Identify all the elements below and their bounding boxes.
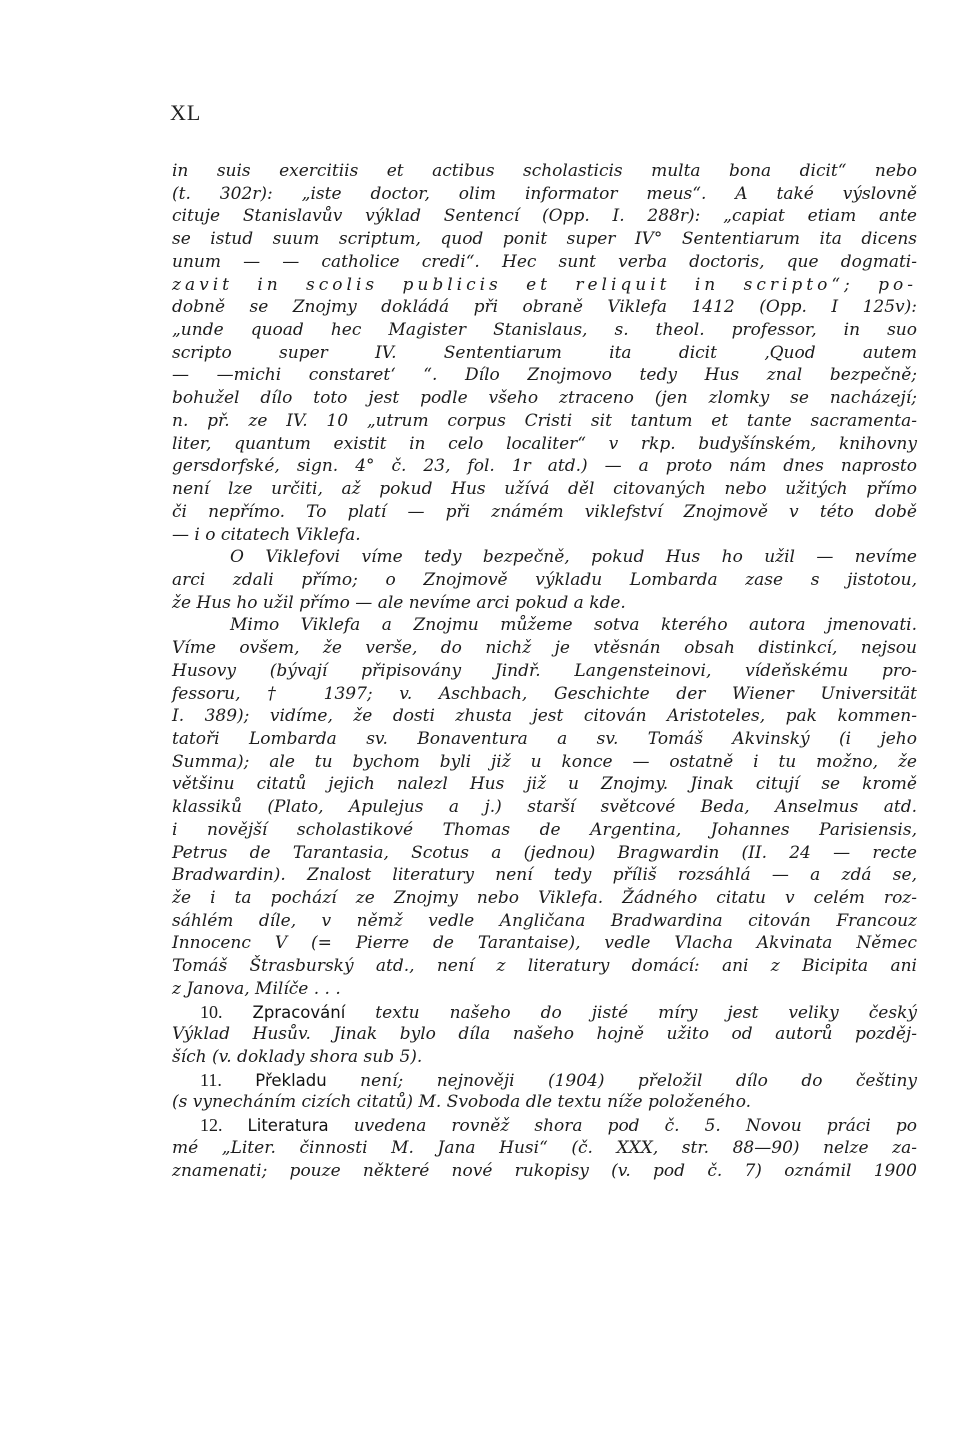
text-line: z Janova, Milíče . . .	[172, 978, 341, 999]
text-line: arci zdali přímo; o Znojmově výkladu Lombarda zase s jistotou,	[172, 569, 917, 590]
text-line: Innocenc V (= Pierre de Tarantaise), vedle Vlacha Akvinata Němec	[172, 933, 917, 954]
text-line: Bradwardin). Znalost literatury není tedy příliš rozsáhlá — a zdá se,	[172, 865, 917, 886]
section-number: 11.	[200, 1069, 222, 1090]
page-number: XL	[170, 100, 202, 125]
section-11-prekladu	[172, 1069, 917, 1114]
text-line: cituje Stanislavův výklad Sentencí (Opp. I. 288r): „capiat etiam ante	[172, 206, 917, 227]
text-line: liter, quantum existit in celo localiter“ v rkp. budyšínském, knihovny	[172, 433, 917, 454]
text-line: (t. 302r): „iste doctor, olim informator meus“. A také výslovně	[172, 183, 917, 204]
body-text	[172, 160, 917, 1182]
text-line: gersdorfské, sign. 4° č. 23, fol. 1r atd.) — a proto nám dnes naprosto	[172, 456, 917, 477]
section-text: textu našeho do jisté míry jest veliky český	[375, 1002, 917, 1023]
section-heading: Zpracování	[252, 1002, 346, 1022]
text-line: tatoři Lombarda sv. Bonaventura a sv. Tomáš Akvinský (i jeho	[172, 728, 917, 749]
section-first-line	[172, 1114, 917, 1137]
paragraph-other-authors	[172, 614, 917, 1000]
text-line: — —michi constaret‘ “. Dílo Znojmovo tedy Hus znal bezpečně;	[172, 365, 917, 386]
section-first-line	[172, 1069, 917, 1092]
text-line: ších (v. doklady shora sub 5).	[172, 1047, 423, 1068]
text-line: n. př. ze IV. 10 „utrum corpus Cristi sit tantum et tante sacramenta-	[172, 410, 917, 431]
text-line: Tomáš Štrasburský atd., není z literatury domácí: ani z Bicipita ani	[172, 956, 917, 977]
text-line: klassiků (Plato, Apulejus a j.) starší světcové Beda, Anselmus atd.	[172, 797, 917, 818]
text-line: zavit in scolis publicis et reliquit in scripto“; po-	[172, 274, 917, 295]
section-first-line	[172, 1001, 917, 1024]
text-line: sáhlém díle, v němž vedle Angličana Bradwardina citován Francouz	[172, 910, 917, 931]
text-line: Výklad Husův. Jinak bylo díla našeho hojně užito od autorů pozděj-	[172, 1024, 917, 1045]
text-line: in suis exercitiis et actibus scholasticis multa bona dicit“ nebo	[172, 161, 917, 181]
section-number: 10.	[200, 1001, 223, 1022]
section-heading: Literatura	[247, 1116, 329, 1136]
text-line: Summa); ale tu bychom byli již u konce — ostatně i tu možno, že	[172, 751, 917, 772]
section-10-zpracovani	[172, 1001, 917, 1069]
text-line: fessoru, † 1397; v. Aschbach, Geschichte der Wiener Universität	[172, 683, 917, 704]
section-text: není; nejnověji (1904) přeložil dílo do češtiny	[360, 1070, 918, 1091]
text-line: Husovy (bývají připisovány Jindř. Langensteinovi, vídeňskému pro-	[172, 660, 917, 681]
section-12-literatura	[172, 1114, 917, 1182]
section-text: uvedena rovněž shora pod č. 5. Novou práci po	[353, 1116, 918, 1137]
text-line: většinu citatů jejich nalezl Hus již u Znojmy. Jinak citují se kromě	[172, 774, 917, 795]
section-heading: Překladu	[255, 1070, 327, 1090]
text-line: i novější scholastikové Thomas de Argentina, Johannes Parisiensis,	[172, 819, 917, 840]
text-line: znamenati; pouze některé nové rukopisy (v. pod č. 7) oznámil 1900	[172, 1160, 917, 1181]
text-line: dobně se Znojmy dokládá při obraně Viklefa 1412 (Opp. I 125v):	[172, 297, 917, 318]
text-line: mé „Liter. činnosti M. Jana Husi“ (č. XXX, str. 88—90) nelze za-	[172, 1137, 917, 1158]
paragraph-citations	[172, 160, 917, 546]
text-line: Mimo Viklefa a Znojmu můžeme sotva kterého autora jmenovati.	[230, 615, 917, 636]
text-line: — i o citatech Viklefa.	[172, 524, 361, 545]
text-line: či nepřímo. To platí — při známém viklefství Znojmově v této době	[172, 501, 917, 522]
text-line: Víme ovšem, že verše, do nichž je vtěsnán obsah distinkcí, nejsou	[172, 638, 917, 659]
text-line: bohužel dílo toto jest podle všeho ztraceno (jen zlomky se nacházejí;	[172, 388, 917, 409]
section-number: 12.	[200, 1115, 223, 1136]
text-line: scripto super IV. Sententiarum ita dicit ‚Quod autem	[172, 342, 917, 363]
text-line: O Viklefovi víme tedy bezpečně, pokud Hus ho užil — nevíme	[230, 547, 917, 568]
text-line: (s vynecháním cizích citatů) M. Svoboda dle textu níže položeného.	[172, 1092, 752, 1113]
text-line: Petrus de Tarantasia, Scotus a (jednou) Bragwardin (II. 24 — recte	[172, 842, 917, 863]
text-line: se istud suum scriptum, quod ponit super IV° Sententiarum ita dicens	[172, 229, 917, 250]
text-line: „unde quoad hec Magister Stanislaus, s. theol. professor, in suo	[172, 320, 917, 341]
text-line: že Hus ho užil přímo — ale nevíme arci pokud a kde.	[172, 592, 626, 613]
text-line: není lze určiti, až pokud Hus užívá děl citovaných nebo užitých přímo	[172, 479, 917, 500]
text-line: že i ta pochází ze Znojmy nebo Viklefa. Žádného citatu v celém roz-	[172, 888, 917, 908]
paragraph-viklef	[172, 546, 917, 614]
text-line: unum — — catholice credi“. Hec sunt verba doctoris, que dogmati-	[172, 251, 917, 272]
text-line: I. 389); vidíme, že dosti zhusta jest citován Aristoteles, pak kommen-	[172, 706, 917, 727]
